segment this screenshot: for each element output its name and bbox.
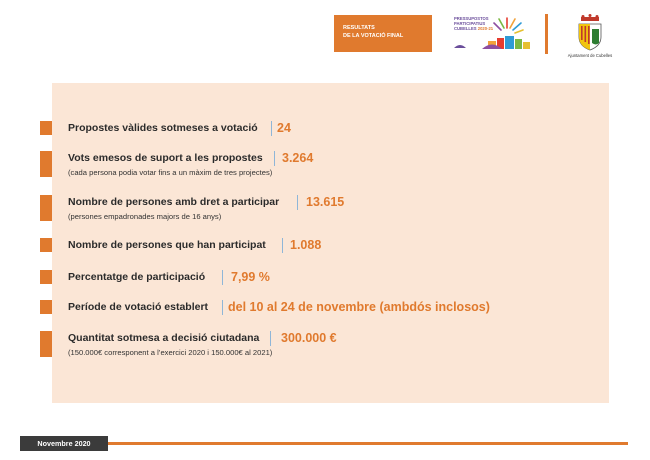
row-label: Nombre de persones que han participat xyxy=(68,239,266,251)
row-marker xyxy=(40,270,52,284)
ajuntament-logo xyxy=(560,13,620,58)
row-value: 300.000 € xyxy=(281,331,337,345)
row-value: 3.264 xyxy=(282,151,314,165)
coat-of-arms-icon xyxy=(560,13,620,51)
ajuntament-label: Ajuntament de Cubelles xyxy=(567,53,613,58)
header-divider xyxy=(545,14,548,54)
section-title-line-2: DE LA VOTACIÓ FINAL xyxy=(343,33,404,39)
row-label: Període de votació establert xyxy=(68,301,209,313)
section-title-line-1: RESULTATS xyxy=(343,25,375,31)
row-separator xyxy=(282,238,283,253)
results-panel xyxy=(52,83,609,403)
row-marker xyxy=(40,151,52,177)
footer-date: Novembre 2020 xyxy=(20,436,108,451)
row-label: Nombre de persones amb dret a participar xyxy=(68,196,280,208)
row-value: 7,99 % xyxy=(231,270,270,284)
row-label: Vots emesos de suport a les propostes xyxy=(68,152,263,164)
row-label: Quantitat sotmesa a decisió ciutadana xyxy=(68,332,260,344)
logo-text-line-2: PARTICIPATIUS xyxy=(454,21,486,26)
footer-rule xyxy=(108,442,628,445)
logo-text-line-1: PRESSUPOSTOS xyxy=(454,16,489,21)
row-separator xyxy=(270,331,271,346)
section-title-badge xyxy=(334,15,432,52)
row-value: 13.615 xyxy=(306,195,345,209)
row-marker xyxy=(40,238,52,252)
row-separator xyxy=(271,121,272,136)
row-marker xyxy=(40,195,52,221)
logo-text-line-3: CUBELLES 2020-21 xyxy=(454,26,494,31)
row-separator xyxy=(274,151,275,166)
row-marker xyxy=(40,300,52,314)
row-value: del 10 al 24 de novembre (ambdós inclosos) xyxy=(228,300,490,314)
row-marker xyxy=(40,121,52,135)
row-marker xyxy=(40,331,52,357)
row-value: 1.088 xyxy=(290,238,322,252)
row-separator xyxy=(297,195,298,210)
row-value: 24 xyxy=(277,121,291,135)
row-label: Percentatge de participació xyxy=(68,271,206,283)
row-note: (150.000€ corresponent a l’exercici 2020 i 150.000€ al 2021) xyxy=(68,348,273,357)
row-label: Propostes vàlides sotmeses a votació xyxy=(68,122,258,134)
row-separator xyxy=(222,300,223,315)
row-note: (persones empadronades majors de 16 anys) xyxy=(68,212,222,221)
logo-illustration-icon xyxy=(452,14,534,54)
row-separator xyxy=(222,270,223,285)
row-note: (cada persona podia votar fins a un màxim de tres projectes) xyxy=(68,168,273,177)
pressupostos-participatius-logo xyxy=(452,14,534,54)
